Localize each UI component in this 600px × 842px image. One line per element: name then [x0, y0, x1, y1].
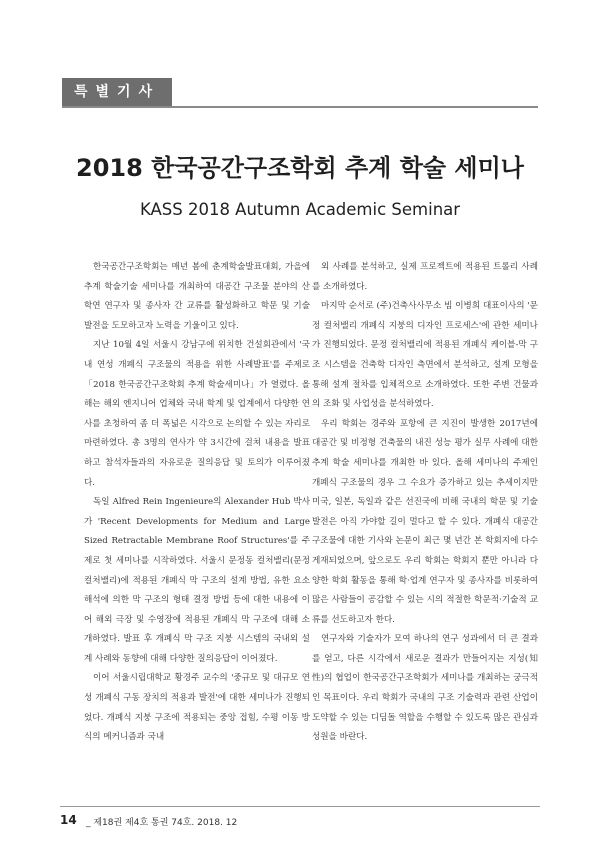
paragraph: 우리 학회는 경주와 포항에 큰 지진이 발생한 2017년에 대공간 및 비정형 건축물의 내진 성능 평가 실무 사례에 대한 추계 학술 세미나를 개최한 바 있다. 올해 세미나의 주제인 개폐식 구조물의 경우 그 수요가 증가하고 있는 추세이지만 미국, 일본, 독일과 같은 선진국에 비해 국내의 학문 및 기술 발전은 아직 가야할 길이 멀다고 할 수 있다. 개폐식 대공간 구조물에 대한 기사와 논문이 최근 몇 년간 본 학회지에 다수 게재되었으며, 앞으로도 우리 학회는 학회지 뿐만 아니라 다양한 학회 활동을 통해 학·업계 연구자 및 종사자를 비롯하여 많은 사람들이 공감할 수 있는 시의 적절한 학문적·기술적 교류를 선도하고자 한다.: [312, 418, 538, 625]
article-subtitle: KASS 2018 Autumn Academic Seminar: [139, 200, 461, 219]
header-rule: [62, 106, 538, 108]
paragraph: 지난 10월 4일 서울시 강남구에 위치한 건설회관에서 '국내 연성 개폐식 구조물의 적용을 위한 사례발표'를 주제로 「2018 한국공간구조학회 추계 학술세미나」가 열렸다. 올해는 해외 엔지니어 업체와 국내 학계 및 업계에서 다양한 연사를 초청하여 좀 더 폭넓은 시각으로 논의할 수 있는 자리로 마련하였다. 총 3명의 연사가 약 3시간에 걸쳐 내용을 발표하고 참석자들과의 자유로운 질의응답 및 토의가 이루어졌다.: [84, 340, 310, 488]
body-column-right: [312, 258, 538, 748]
issue-info: _ 제18권 제4호 통권 74호. 2018. 12: [86, 818, 238, 828]
paragraph: 한국공간구조학회는 매년 봄에 춘계학술발표대회, 가을에 추계 학술기술 세미나를 개최하여 대공간 구조물 분야의 산학연 연구자 및 종사자 간 교류를 활성화하고 학문 및 기술 발전을 도모하고자 노력을 기울이고 있다.: [84, 262, 310, 331]
page-footer: [60, 806, 540, 829]
section-tab: 특별기사: [62, 78, 172, 106]
paragraph: 마지막 순서로 (주)건축사사무소 빔 이병희 대표이사의 '문정 컬처밸리 개폐식 지붕의 디자인 프로세스'에 관한 세미나가 진행되었다. 문정 컬처밸리에 적용된 개폐식 케이블-막 구조 시스템을 건축학 디자인 측면에서 분석하고, 설계 모형을 통해 설계 절차를 입체적으로 소개하였다. 또한 주변 건물과의 조화 및 사업성을 분석하였다.: [312, 301, 538, 410]
page-number: 14: [60, 813, 77, 827]
paragraph: 이어 서울시립대학교 황경주 교수의 '중규모 및 대규모 연성 개폐식 구동 장치의 적용과 발전'에 대한 세미나가 진행되었다. 개폐식 지붕 구조에 적용되는 중앙 접힘, 수평 이동 방식의 메커니즘과 국내: [84, 673, 310, 743]
article-title: 2018 한국공간구조학회 추계 학술 세미나: [76, 154, 524, 182]
paragraph: 외 사례를 분석하고, 실제 프로젝트에 적용된 트롤리 사례를 소개하였다.: [312, 262, 538, 292]
body-column-left: [84, 258, 310, 748]
paragraph: 연구자와 기술자가 모여 하나의 연구 성과에서 더 큰 결과를 얻고, 다른 시각에서 새로운 결과가 만들어지는 지성(知性)의 협업이 한국공간구조학회가 세미나를 개최하는 궁극적인 목표이다. 우리 학회가 국내의 구조 기술력과 관련 산업이 도약할 수 있는 디딤돌 역할을 수행할 수 있도록 많은 관심과 성원을 바란다.: [312, 634, 538, 743]
paragraph: 독일 Alfred Rein Ingenieure의 Alexander Hub 박사가 'Recent Developments for Medium and Large Sized Retractable Membrane Roof Structures'를 주제로 첫 세미나를 시작하였다. 서울시 문정동 컬처밸리(문정 컬처밸리)에 적용된 개폐식 막 구조의 설계 방법, 유한 요소 해석에 의한 막 구조의 형태 결정 방법 등에 대한 내용에 이어 해외 극장 및 수영장에 적용된 개폐식 막 구조에 대해 소개하였다. 발표 후 개폐식 막 구조 지붕 시스템의 국내외 설계 사례와 동향에 대해 다양한 질의응답이 이어졌다.: [84, 497, 310, 664]
